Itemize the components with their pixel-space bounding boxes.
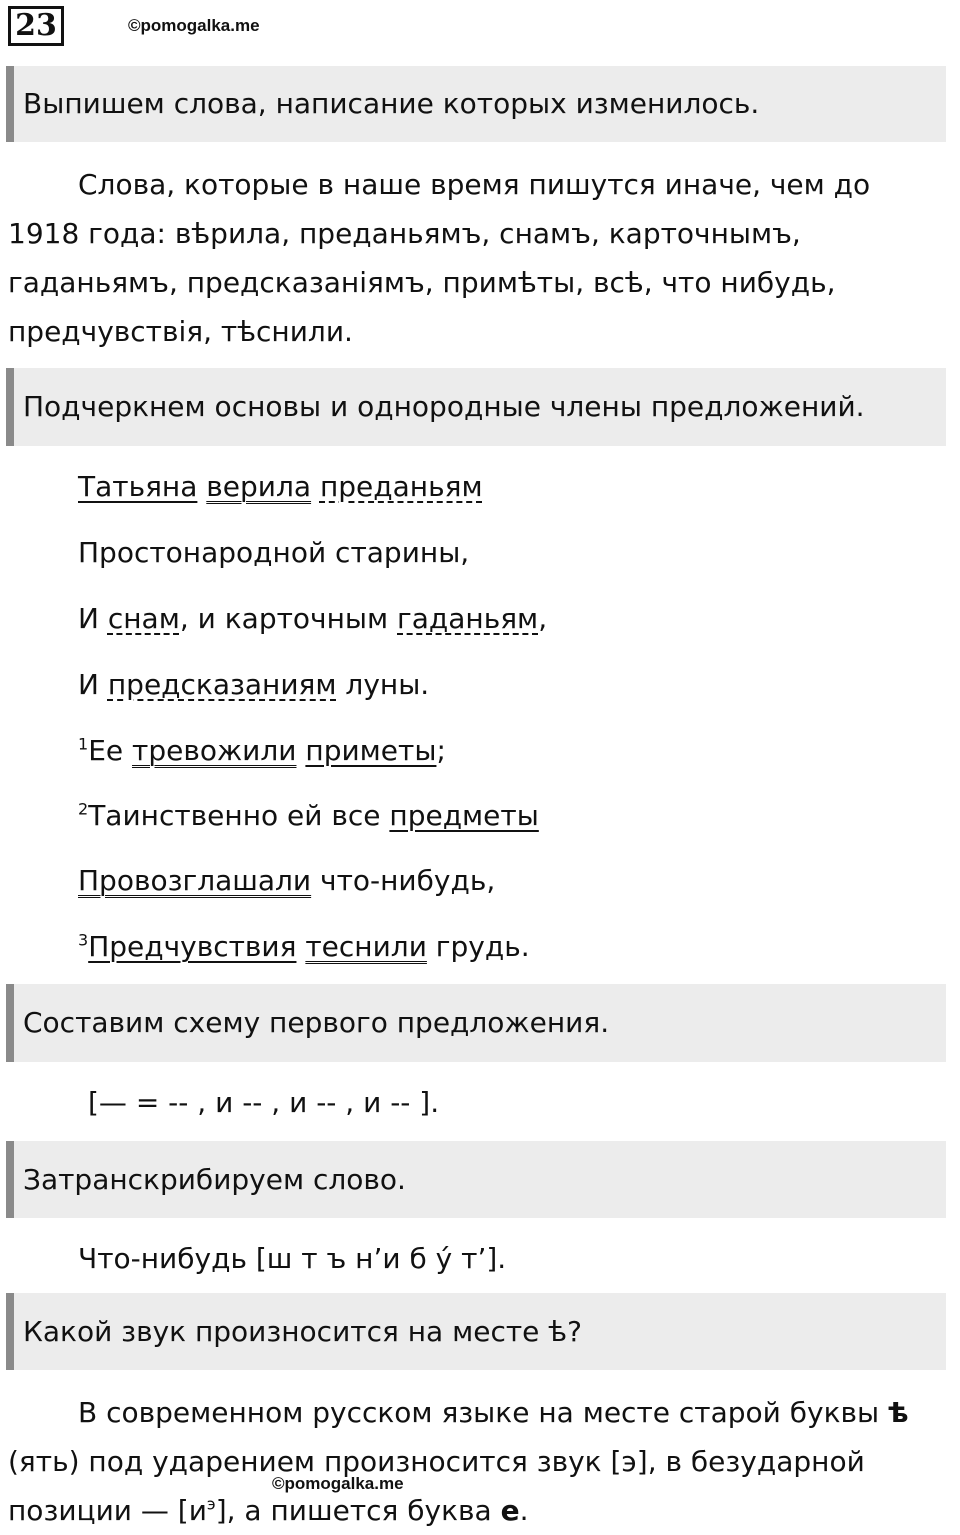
superscript: э (206, 1494, 216, 1514)
section-heading-3 (6, 984, 946, 1062)
text-line: предчувствія, тѣснили. (8, 315, 353, 348)
transcription (78, 1242, 506, 1276)
poem-line-3 (78, 602, 547, 636)
plain-text: И (78, 668, 108, 701)
scheme-text: [— = -- , и -- , и -- , и -- ]. (88, 1086, 440, 1119)
plain-text: что-нибудь, (311, 864, 496, 897)
subject-word: предметы (389, 799, 539, 832)
page-number: 23 (8, 6, 64, 46)
transcription-text: Что-нибудь [ш т ъ н’и б у́ т’]. (78, 1242, 507, 1275)
subject-word: Предчувствия (88, 930, 297, 963)
heading-text: Выпишем слова, написание которых изменилось. (23, 87, 760, 120)
watermark: ©pomogalka.me (128, 16, 260, 35)
poem-line-1 (78, 470, 483, 504)
text-line: Слова, которые в наше время пишутся иначе, чем до (78, 168, 871, 201)
plain-text: , и карточным (179, 602, 398, 635)
plain-text: луны. (336, 668, 430, 701)
subject-word: Татьяна (78, 470, 198, 503)
text-line: (ять) под ударением произносится звук [э], в безударной (8, 1445, 865, 1478)
plain-text: ; (436, 734, 446, 767)
space (197, 470, 206, 503)
heading-text: Какой звук произносится на месте ѣ? (23, 1314, 582, 1348)
bold-letter: ѣ (888, 1396, 909, 1429)
heading-text: Составим схему первого предложения. (23, 1006, 610, 1039)
subject-word: приметы (305, 734, 437, 767)
text-line (8, 1388, 948, 1437)
section-heading-5 (6, 1293, 946, 1370)
sentence-scheme (88, 1086, 439, 1120)
heading-text: Подчеркнем основы и однородные члены предложений. (23, 390, 865, 423)
object-word: преданьям (319, 470, 483, 503)
text-line: гаданьямъ, предсказаніямъ, примѣты, всѣ, что нибудь, (8, 266, 836, 299)
plain-text: И (78, 602, 108, 635)
plain-text: , (538, 602, 548, 635)
plain-text: Таинственно ей все (88, 799, 390, 832)
plain-text: грудь. (426, 930, 530, 963)
plain-text: Простонародной старины, (78, 536, 470, 569)
poem-line-5 (78, 734, 446, 768)
paragraph-answer (8, 1388, 948, 1535)
sentence-number: 1 (78, 734, 89, 754)
predicate-word: Провозглашали (78, 864, 312, 897)
heading-text: Затранскрибируем слово. (23, 1162, 406, 1196)
plain-text: . (519, 1494, 529, 1527)
object-word: гаданьям (397, 602, 539, 635)
paragraph-old-spelling (8, 160, 948, 356)
section-heading-2 (6, 368, 946, 446)
text-line: 1918 года: вѣрила, преданьямъ, снамъ, карточнымъ, (8, 217, 801, 250)
text-line (8, 1486, 948, 1535)
space (311, 470, 320, 503)
predicate-word: верила (206, 470, 312, 503)
predicate-word: тревожили (132, 734, 297, 767)
sentence-number: 3 (78, 930, 89, 950)
predicate-word: теснили (305, 930, 427, 963)
poem-line-6 (78, 799, 539, 833)
poem-line-4 (78, 668, 429, 702)
plain-text: ], а пишется буква (215, 1494, 501, 1527)
bold-letter: е (500, 1494, 520, 1527)
poem-line-2 (78, 536, 469, 570)
plain-text: Ее (88, 734, 133, 767)
sentence-number: 2 (78, 799, 89, 819)
section-heading-4 (6, 1141, 946, 1218)
section-heading-1 (6, 66, 946, 142)
plain-text: позиции — [и (8, 1494, 207, 1527)
poem-line-8 (78, 930, 530, 964)
poem-line-7 (78, 864, 495, 898)
object-word: снам (107, 602, 180, 635)
plain-text: В современном русском языке на месте старой буквы (78, 1396, 889, 1429)
watermark: ©pomogalka.me (272, 1474, 404, 1493)
object-word: предсказаниям (107, 668, 337, 701)
